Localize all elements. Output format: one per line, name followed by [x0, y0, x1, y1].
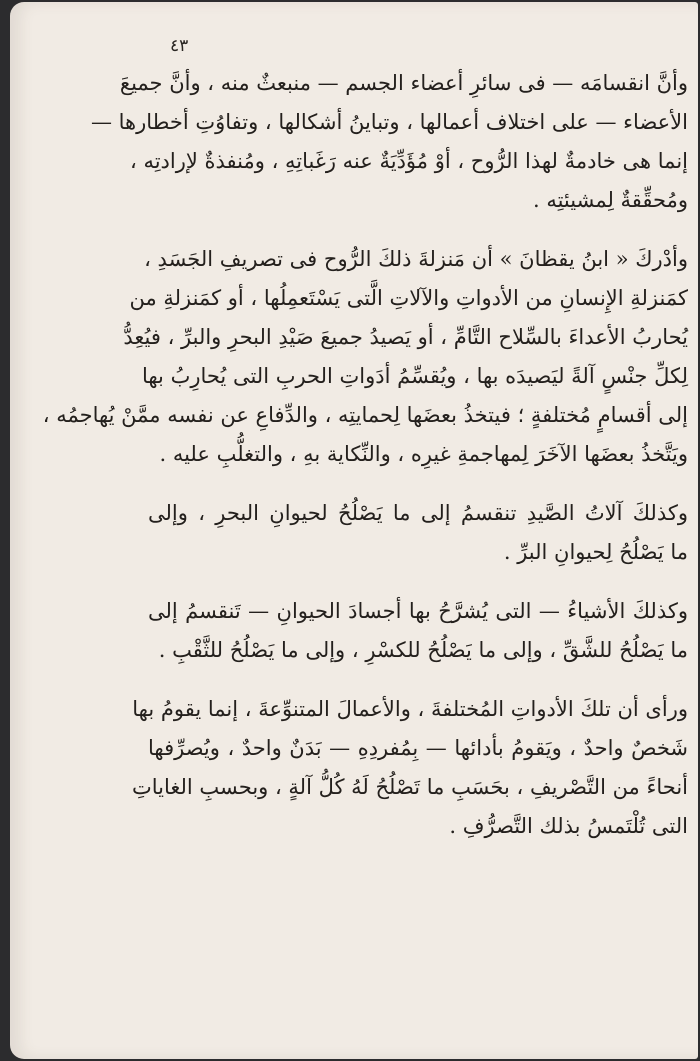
- text-line: وكذلكَ الأشياءُ — التى يُشرَّحُ بها أجسادَ الحيوانِ — تَنقسمُ إلى: [148, 599, 688, 623]
- text-line: وأنَّ انقسامَه — فى سائرِ أعضاء الجسم — منبعثٌ منه ، وأنَّ جميعَ: [119, 71, 688, 95]
- text-line: يُحاربُ الأعداءَ بالسِّلاح التَّامِّ ، أو يَصيدُ جميعَ صَيْدِ البحرِ والبرِّ ، فيُعِدُّ: [123, 325, 688, 349]
- text-line: كمَنزلةِ الإِنسانِ من الأدواتِ والآلاتِ الَّتى يَسْتَعمِلُها ، أو كمَنزلةِ من: [129, 286, 688, 310]
- text-line: ومُحقِّقةٌ لِمشيئتِه .: [532, 188, 688, 212]
- text-line: ويَتَّخذُ بعضَها الآخَرَ لِمهاجمةِ غيرِه ، والنِّكاية بهِ ، والتغلُّبِ عليه .: [159, 442, 688, 466]
- page-number: ٤٣: [170, 36, 189, 56]
- text-line: ورأى أن تلكَ الأدواتِ المُختلفةَ ، والأعمالَ المتنوِّعةَ ، إنما يقومُ بها: [132, 697, 688, 721]
- text-line: ما يَصْلُحُ للشَّقِّ ، وإلى ما يَصْلُحُ للكسْرِ ، وإلى ما يَصْلُحُ للثَّقْبِ .: [158, 638, 688, 662]
- text-line: أنحاءً من التَّصْريفِ ، بحَسَبِ ما تَصْلُحُ لَهُ كُلُّ آلةٍ ، وبحسبِ الغاياتِ: [131, 775, 688, 799]
- body-text: [42, 64, 688, 846]
- text-line: التى تُلْتَمسُ بذلك التَّصرُّفِ .: [449, 814, 688, 838]
- book-page: [10, 2, 698, 1059]
- text-line: وكذلكَ آلاتُ الصَّيدِ تنقسمُ إلى ما يَصْلُحُ لحيوانِ البحرِ ، وإلى: [148, 501, 688, 525]
- text-line: شَخصٌ واحدٌ ، ويَقومُ بأدائها — بِمُفردِهِ — بَدَنٌ واحدٌ ، ويُصرِّفها: [148, 736, 688, 760]
- text-line: وأدْركَ « ابنُ يقظانَ » أن مَنزلةَ ذلكَ الرُّوح فى تصريفِ الجَسَدِ ،: [144, 247, 688, 271]
- paragraph: [148, 494, 688, 572]
- text-line: إلى أقسامٍ مُختلفةٍ ؛ فيتخذُ بعضَها لِحمايتِه ، والدِّفاعِ عن نفسه ممَّنْ يُهاجمُه ،: [42, 403, 688, 427]
- paragraph: [42, 240, 688, 474]
- text-line: الأعضاء — على اختلاف أعمالها ، وتباينُ أشكالها ، وتفاوُتِ أخطارها —: [90, 110, 688, 134]
- text-line: لِكلِّ جنْسٍ آلةً ليَصيدَه بها ، ويُقسِّمُ أدَواتِ الحربِ التى يُحارِبُ بها: [141, 364, 688, 388]
- text-line: إنما هى خادمةٌ لهذا الرُّوح ، أوْ مُؤَدِّيَةٌ عنه رَغَباتِهِ ، ومُنفذةٌ لإرادتِه ،: [130, 149, 688, 173]
- text-line: ما يَصْلُحُ لِحيوانِ البرِّ .: [503, 540, 688, 564]
- paragraph: [131, 690, 688, 846]
- paragraph: [148, 592, 688, 670]
- paragraph: [90, 64, 688, 220]
